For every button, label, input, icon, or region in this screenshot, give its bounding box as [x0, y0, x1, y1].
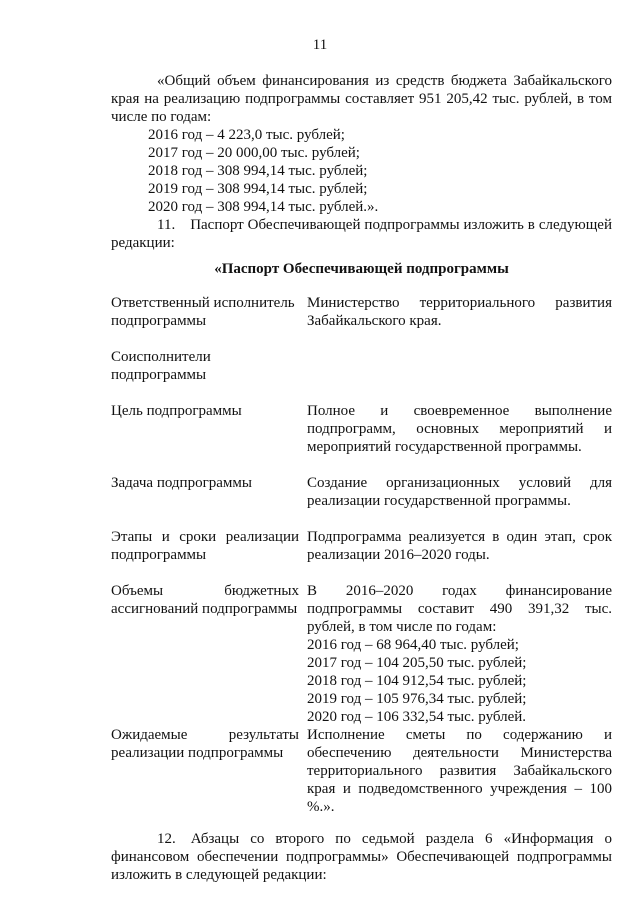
- volumes-value: В 2016–2020 годах финансирование подпрограммы составит 490 391,32 тыс. рублей, в том числе по годам:: [307, 583, 612, 635]
- goal-value: Полное и своевременное выполнение подпрограмм, основных мероприятий и мероприятий государственной программы.: [307, 403, 612, 455]
- volumes-year-2018: 2018 год – 104 912,54 тыс. рублей;: [307, 673, 527, 689]
- passport-row-coexecutors: [111, 348, 612, 384]
- task-value: Создание организационных условий для реализации государственной программы.: [307, 475, 612, 509]
- volumes-label: Объемы бюджетных ассигнований подпрограммы: [111, 583, 299, 617]
- stages-label: Этапы и сроки реализации подпрограммы: [111, 529, 299, 563]
- task-label: Задача подпрограммы: [111, 475, 252, 491]
- volumes-year-2016: 2016 год – 68 964,40 тыс. рублей;: [307, 637, 519, 653]
- passport-row-volumes: [111, 582, 612, 726]
- passport-row-responsible: [111, 294, 612, 330]
- passport-row-task: [111, 474, 612, 510]
- responsible-value: Министерство территориального развития Забайкальского края.: [307, 295, 612, 329]
- financing-years-list: [111, 126, 612, 216]
- item-12-paragraph: 12. Абзацы со второго по седьмой раздела 6 «Информация о финансовом обеспечении подпрограммы» Обеспечивающей подпрограммы изложить в следующей редакции:: [111, 831, 612, 883]
- item-11-paragraph: 11. Паспорт Обеспечивающей подпрограммы изложить в следующей редакции:: [111, 217, 612, 251]
- volumes-cell: [307, 582, 612, 726]
- responsible-label: Ответственный исполнитель подпрограммы: [111, 295, 295, 329]
- document-body: [111, 72, 612, 884]
- volumes-year-2019: 2019 год – 105 976,34 тыс. рублей;: [307, 691, 527, 707]
- results-label: Ожидаемые результаты реализации подпрограммы: [111, 727, 299, 761]
- page-number: 11: [312, 37, 328, 53]
- financing-paragraph: «Общий объем финансирования из средств бюджета Забайкальского края на реализацию подпрограммы составляет 951 205,42 тыс. рублей, в том числе по годам:: [111, 73, 612, 125]
- financing-year-2017: 2017 год – 20 000,00 тыс. рублей;: [148, 145, 360, 161]
- stages-value: Подпрограмма реализуется в один этап, срок реализации 2016–2020 годы.: [307, 529, 612, 563]
- volumes-year-2017: 2017 год – 104 205,50 тыс. рублей;: [307, 655, 527, 671]
- goal-label: Цель подпрограммы: [111, 403, 242, 419]
- passport-table: [111, 294, 612, 816]
- passport-row-results: [111, 726, 612, 816]
- coexecutors-label: Соисполнители подпрограммы: [111, 349, 211, 383]
- passport-title: «Паспорт Обеспечивающей подпрограммы: [214, 261, 509, 277]
- financing-year-2016: 2016 год – 4 223,0 тыс. рублей;: [148, 127, 345, 143]
- financing-year-2018: 2018 год – 308 994,14 тыс. рублей;: [148, 163, 368, 179]
- financing-year-2020: 2020 год – 308 994,14 тыс. рублей.».: [148, 199, 379, 215]
- passport-row-goal: [111, 402, 612, 456]
- financing-year-2019: 2019 год – 308 994,14 тыс. рублей;: [148, 181, 368, 197]
- volumes-year-2020: 2020 год – 106 332,54 тыс. рублей.: [307, 709, 527, 725]
- coexecutors-value: [307, 348, 612, 384]
- results-value: Исполнение сметы по содержанию и обеспечению деятельности Министерства территориального развития Забайкальского края и подведомственного учреждения – 100 %.».: [307, 727, 612, 815]
- passport-row-stages: [111, 528, 612, 564]
